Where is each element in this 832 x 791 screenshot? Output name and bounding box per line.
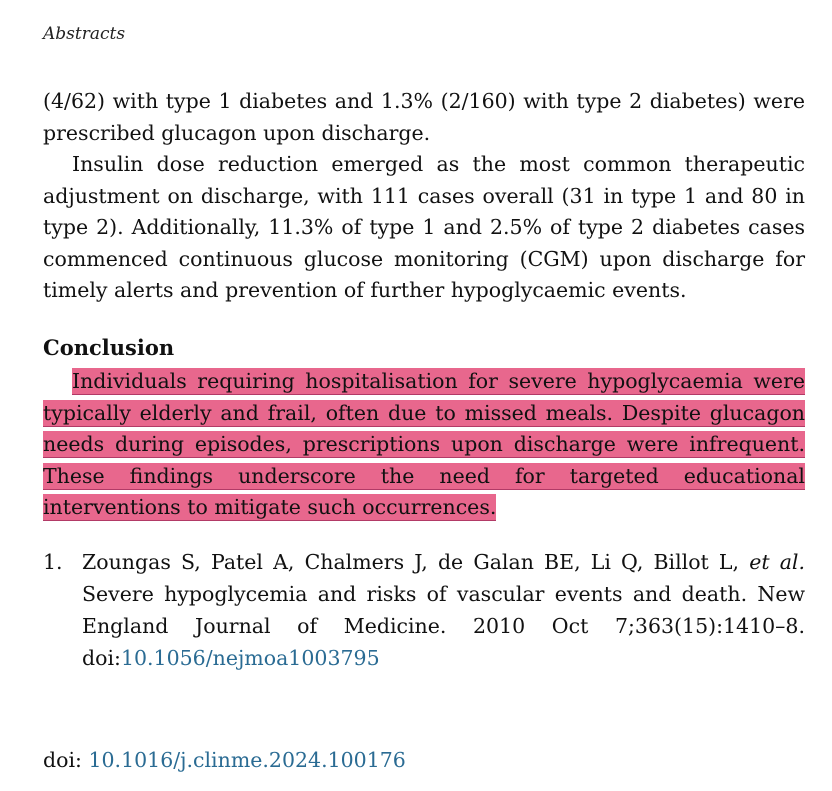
paragraph-1: (4/62) with type 1 diabetes and 1.3% (2/160) with type 2 diabetes) were prescribed glucagon upon discharge.	[43, 89, 805, 145]
conclusion-paragraph	[43, 366, 805, 524]
paragraph-2: Insulin dose reduction emerged as the most common therapeutic adjustment on discharge, with 111 cases overall (31 in type 1 and 80 in type 2). Additionally, 11.3% of type 1 and 2.5% of type 2 diabetes cases commenced continuous glucose monitoring (CGM) upon discharge for timely alerts and prevention of further hypoglycaemic events.	[43, 152, 805, 302]
reference-item	[43, 546, 805, 674]
conclusion-heading: Conclusion	[43, 335, 175, 360]
reference-doi-link[interactable]: 10.1056/nejmoa1003795	[120, 646, 380, 670]
highlighted-conclusion-text[interactable]: Individuals requiring hospitalisation for severe hypoglycaemia were typically elderly and frail, often due to missed meals. Despite glucagon needs during episodes, prescriptions upon discharge were infrequent. These findings underscore the need for targeted educational interventions to mitigate such occurrences.	[43, 369, 805, 519]
article-doi	[43, 748, 406, 772]
abstract-body	[43, 86, 805, 307]
section-header: Abstracts	[43, 24, 126, 44]
reference-text	[82, 546, 805, 674]
reference-details: Severe hypoglycemia and risks of vascular events and death. New England Journal of Medicine. 2010 Oct 7;363(15):1410–8.	[82, 582, 805, 638]
reference-doi-prefix: doi:	[82, 646, 121, 670]
article-doi-label: doi:	[43, 748, 82, 772]
reference-number: 1.	[43, 550, 63, 574]
reference-authors: Zoungas S, Patel A, Chalmers J, de Galan BE, Li Q, Billot L,	[82, 550, 750, 574]
reference-list	[43, 546, 805, 674]
article-doi-link[interactable]: 10.1016/j.clinme.2024.100176	[88, 748, 406, 772]
reference-et-al: et al.	[749, 550, 806, 574]
